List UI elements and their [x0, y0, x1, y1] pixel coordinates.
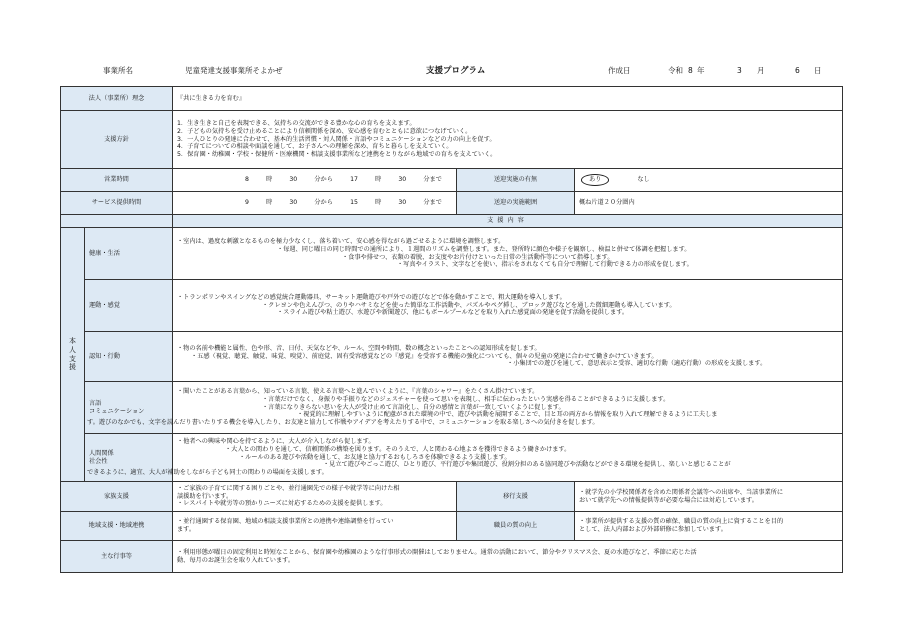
date-day-unit: 日 — [814, 66, 822, 75]
area-line: ・物の名前や機能と属性、色や形、音、日付、天気などや、ルール、空間や時間、数の概念といったことへの認知形成を促します。 — [177, 344, 541, 352]
area-line: す。遊びのなかでも、文字を読んだり書いたりする機会を導入したり、お友達と協力して作戦やアイデアを考えたりする中で、コミュニケーションを取る楽しさへの気付きを促します。 — [87, 419, 599, 427]
support-area-row — [61, 382, 843, 434]
support-area-row — [61, 228, 843, 280]
community-staff-row — [61, 512, 843, 541]
transport-yes-circled: あり — [581, 174, 609, 186]
date-year: 8 — [688, 66, 693, 75]
policy-item: 4．子育てについての相談や面談を通して、お子さんへの理解を深め、育ちと暮らしを支えていく。 — [177, 143, 453, 151]
side-label-text: 本人支援 — [69, 337, 76, 372]
area-line: できるように、適宜、大人が補助をしながら子ども同士の関わりの場面を支援します。 — [87, 469, 328, 477]
area-label: 健康・生活 — [85, 228, 173, 280]
section-header-spacer — [61, 215, 173, 228]
area-line: ・スライム遊びや粘土遊び、水遊びや新聞遊び、他にもボールプールなどを取り入れた感覚面の発達を促す活動を提供します。 — [277, 309, 629, 317]
area-label: 認知・行動 — [85, 332, 173, 382]
community-content — [173, 512, 457, 541]
area-line: ・見立て遊びやごっこ遊び、ひとり遊び、平行遊びや集団遊び、役割分担のある協同遊びや活動などができる環境を提供し、楽しいと感じることが — [323, 461, 731, 469]
support-section-header — [61, 215, 843, 228]
events-line: 動、毎月のお誕生会を取り入れています。 — [177, 556, 295, 564]
header-row — [0, 66, 900, 78]
date-year-unit: 年 — [697, 66, 705, 75]
transition-content — [575, 482, 843, 512]
transition-line: ・就学先の小学校関係者を含めた関係者会議等への出席や、当該事業所に — [579, 488, 784, 496]
hours-row — [61, 169, 843, 192]
date-month: 3 — [737, 66, 742, 75]
area-label: 運動・感覚 — [85, 280, 173, 332]
hours-start-minute: 30 — [289, 176, 298, 184]
philosophy-label: 法人（事業所）理念 — [61, 87, 173, 111]
area-line: ・聞いたことがある言葉から、知っている言葉、使える言葉へと進んでいくように、『言葉のシャワー』をたくさん掛けています。 — [177, 388, 539, 396]
service-hours-row — [61, 192, 843, 215]
community-line: ます。 — [177, 526, 196, 533]
hours-start-hour: 8 — [245, 176, 249, 184]
policy-item: 5．保育園・幼稚園・学校・保健所・医療機関・相談支援事業所など連携をとりながら地域での育ちを支えていく。 — [177, 151, 497, 159]
service-hours-label: サービス提供時間 — [61, 192, 173, 215]
policy-item: 1．生き生きと自己を表現できる、気持ちの交流ができる豊かな心の育ちを支えます。 — [177, 120, 416, 128]
support-area-row — [61, 434, 843, 482]
policy-text — [173, 111, 843, 169]
hours-label: 営業時間 — [61, 169, 173, 192]
area-line: ・五感（視覚、聴覚、触覚、味覚、嗅覚）、前庭覚、固有受容感覚などの『感覚』を受容する機能の強化についても、個々の児童の発達に合わせて働きかけていきます。 — [191, 352, 658, 360]
area-line: ・食事や排せつ、衣類の着脱、お支度やお片付けといった日常の生活動作等について指導します。 — [342, 253, 614, 261]
date-month-unit: 月 — [757, 66, 765, 75]
events-content — [173, 541, 843, 573]
philosophy-text: 『共に生きる力を育む』 — [173, 87, 843, 111]
hours-end-hour: 17 — [350, 176, 358, 184]
policy-row — [61, 111, 843, 169]
staff-line: ・事業所が提供する支援の質の確保、職員の質の向上に資することを目的 — [579, 518, 784, 526]
service-end-hour: 15 — [350, 199, 358, 207]
hours-value — [173, 169, 457, 192]
support-area-row — [61, 332, 843, 382]
hour-unit: 時 — [266, 176, 273, 184]
area-line: ・毎週、同じ曜日の同じ時間での通所により、１週間のリズムを調整します。また、登所時に顔色や様子を観察し、検温と併せて体調を把握します。 — [277, 245, 691, 253]
office-label: 事業所名 — [103, 66, 133, 75]
hour-unit: 時 — [375, 199, 382, 207]
area-content — [173, 280, 843, 332]
area-line: ・トランポリンやスイングなどの感覚統合運動器具、サーキット運動遊びや戸外での遊びなどで体を動かすことで、粗大運動を導入します。 — [177, 293, 566, 301]
family-label: 家族支援 — [61, 482, 173, 512]
hours-end-minute: 30 — [398, 176, 407, 184]
events-row — [61, 541, 843, 573]
philosophy-row — [61, 87, 843, 111]
policy-item: 3．一人ひとりの発達に合わせて、基本的生活習慣・対人関係・言語やコミュニケーションなどの力の向上を促す。 — [177, 135, 496, 143]
area-line: ・ルールのある遊びや活動を通して、お友達と協力するおもしろさを体験できるよう支援します。 — [239, 453, 511, 461]
area-line: ・室内は、過度な刺激となるものを極力少なくし、落ち着いて、安心感を得ながら過ごせるように環境を調整します。 — [177, 238, 505, 245]
area-line: ・写真やイラスト、文字などを使い、指示をされなくても自分で理解して行動できる力の形成を促します。 — [397, 261, 693, 269]
events-line: ・利用形態が曜日の固定利用と時短なことから、保育園や幼稚園のような行事形式の開催はしておりません。通常の活動において、節分やクリスマス会、夏の水遊びなど、季節に応じた活 — [177, 548, 697, 556]
area-line: ・大人との関わりを通して、信頼関係の構築を図ります。そのうえで、人と関わる心地よさを獲得できるよう働きかけます。 — [225, 445, 571, 453]
community-line: ・並行通園する保育園、地域の相談支援事業所との連携や連絡調整を行ってい — [177, 518, 394, 526]
support-area-row — [61, 280, 843, 332]
area-content — [173, 228, 843, 280]
area-line: ・言葉になりきらない思いを大人が受け止めて言語化し、自分の感情と言葉が一致していくように促します。 — [262, 403, 565, 411]
service-start-hour: 9 — [245, 199, 249, 207]
transition-line: おいて就学先への情報提供等が必要な場合には対応しています。 — [579, 496, 758, 504]
area-label: 人間関係 社会性 — [85, 434, 173, 482]
area-line: ・他者への興味や関心を持てるように、大人が介入しながら促します。 — [177, 438, 375, 446]
area-label: 言語 コミュニケーション — [85, 382, 173, 434]
program-table — [60, 86, 843, 573]
date-label: 作成日 — [608, 66, 631, 75]
office-name: 児童発達支援事業所そよかぜ — [185, 66, 283, 75]
transport-area-label: 送迎の実施範囲 — [457, 192, 575, 215]
date-day: 6 — [795, 66, 800, 75]
hour-unit: 時 — [375, 176, 382, 184]
community-label: 地域支援・地域連携 — [61, 512, 173, 541]
staff-label: 職員の質の向上 — [457, 512, 575, 541]
area-line: ・言葉だけでなく、身振りや手振りなどのジェスチャーを使って思いを表現し、相手に伝わったという実感を得ることができるように支援します。 — [262, 395, 670, 403]
support-section-label: 支援内容 — [173, 215, 843, 228]
transport-label: 送迎実施の有無 — [457, 169, 575, 192]
hour-unit: 時 — [266, 199, 273, 207]
area-line: ・視覚的に理解しやすいように配慮がされた環境の中で、遊びや活動を展開することで、目と耳の両方から情報を取り入れて理解できるように工夫しま — [297, 411, 718, 419]
staff-line: として、法人内部および外部研修に参加しています。 — [579, 526, 727, 533]
from-unit: 分から — [314, 199, 333, 207]
transport-no: なし — [637, 176, 650, 184]
policy-label: 支援方針 — [61, 111, 173, 169]
transport-area-value: 概ね片道２０分圏内 — [575, 192, 843, 215]
page-title: 支援プログラム — [426, 66, 486, 76]
date-era: 令和 — [668, 66, 683, 75]
events-label: 主な行事等 — [61, 541, 173, 573]
service-start-minute: 30 — [289, 199, 298, 207]
area-line: ・小集団での遊びを通して、意思表示と受容、適切な行動（適応行動）の形成を支援します。 — [507, 360, 767, 368]
family-line: 談援助を行います。 — [177, 492, 233, 500]
from-unit: 分から — [314, 176, 333, 184]
transport-value — [575, 169, 843, 192]
family-line: ・レスパイトや就労等の預かりニーズに対応するための支援を提供します。 — [177, 500, 387, 508]
area-line: ・クレヨンや色えんぴつ、のりやハサミなどを使った簡単な工作活動や、パズルやペグ挿し、ブロック遊びなどを通した微細運動も導入しています。 — [262, 301, 676, 309]
family-content — [173, 482, 457, 512]
family-line: ・ご家族の子育てに関する困りごとや、並行通園先での様子や就学等に向けた相 — [177, 484, 400, 492]
to-unit: 分まで — [423, 176, 442, 184]
family-transition-row — [61, 482, 843, 512]
area-content — [173, 332, 843, 382]
transition-label: 移行支援 — [457, 482, 575, 512]
to-unit: 分まで — [423, 199, 442, 207]
personal-support-side-label — [61, 228, 85, 482]
service-end-minute: 30 — [398, 199, 407, 207]
service-hours-value — [173, 192, 457, 215]
staff-content — [575, 512, 843, 541]
policy-item: 2．子どもの気持ちを受け止めることにより信頼関係を深め、安心感を育むとともに意欲につなげていく。 — [177, 127, 472, 135]
